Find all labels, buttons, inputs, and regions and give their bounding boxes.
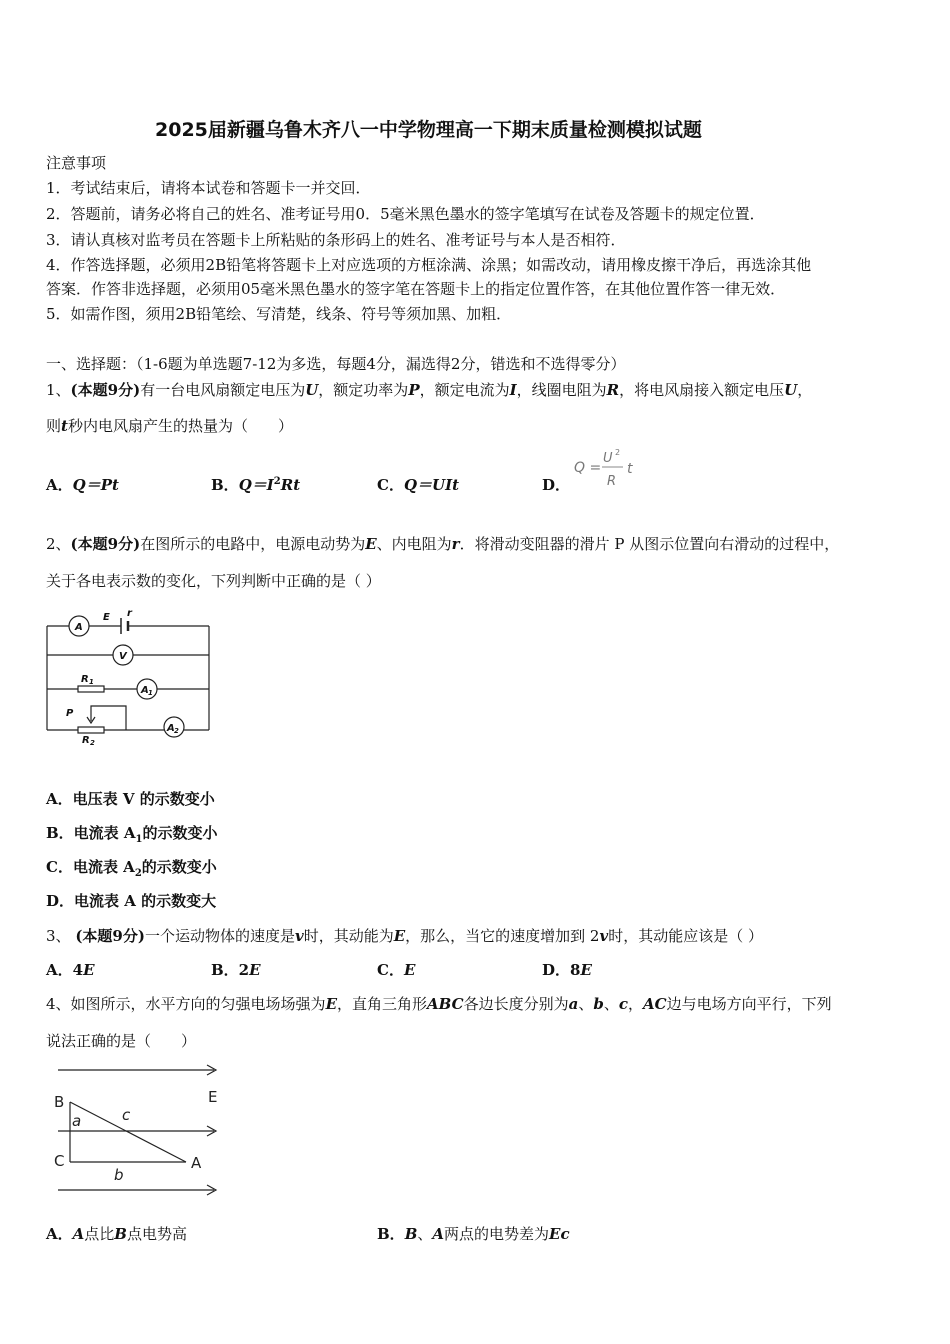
option-a: A．电压表 V 的示数变小 xyxy=(46,790,215,808)
svg-text:V: V xyxy=(119,651,127,662)
svg-text:a: a xyxy=(72,1112,82,1130)
svg-text:1: 1 xyxy=(89,678,94,686)
svg-text:2: 2 xyxy=(90,739,95,747)
svg-text:A: A xyxy=(141,685,149,696)
option-c: C．Q＝UIt xyxy=(377,476,460,494)
svg-text:t: t xyxy=(627,461,633,477)
svg-text:A: A xyxy=(167,723,175,734)
svg-text:P: P xyxy=(66,708,74,719)
svg-text:E: E xyxy=(103,612,110,623)
option-b: B．电流表 $A_1$的示数变小 xyxy=(46,824,218,845)
section-heading: 一、选择题：（1-6题为单选题7-12为多选，每题4分，漏选得2分，错选和不选得零分） xyxy=(46,355,626,373)
triangle-field-diagram xyxy=(52,1060,227,1202)
question-1-line-2: 则t秒内电风扇产生的热量为（ ） xyxy=(46,417,293,435)
svg-text:2: 2 xyxy=(174,727,179,735)
svg-text:E: E xyxy=(208,1088,218,1106)
option-d: D．8E xyxy=(542,961,592,979)
question-3: 3、 (本题9分)一个运动物体的速度是v时，其动能为E，那么，当它的速度增加到 2v时，其动能应该是（ ） xyxy=(46,927,763,945)
question-2-line-2: 关于各电表示数的变化，下列判断中正确的是（ ） xyxy=(46,572,381,590)
option-b: B．2E xyxy=(211,961,261,979)
question-2-line-1: 2、(本题9分)在图所示的电路中，电源电动势为E、内电阻为r．将滑动变阻器的滑片 P 从图示位置向右滑动的过程中， xyxy=(46,535,840,553)
option-b: B．B、A两点的电势差为Ec xyxy=(377,1225,570,1243)
option-c: C．电流表 $A_2$的示数变小 xyxy=(46,858,217,879)
svg-text:B: B xyxy=(54,1093,65,1111)
notice-item: 1．考试结束后，请将本试卷和答题卡一并交回． xyxy=(46,179,371,197)
svg-text:r: r xyxy=(127,608,132,619)
notice-item: 4．作答选择题，必须用2B铅笔将答题卡上对应选项的方框涂满、涂黑；如需改动，请用橡皮擦干净后，再选涂其他 xyxy=(46,256,812,274)
svg-text:C: C xyxy=(54,1152,65,1170)
question-4-line-2: 说法正确的是（ ） xyxy=(46,1032,197,1050)
svg-text:A: A xyxy=(75,622,83,633)
notice-heading: 注意事项 xyxy=(46,154,107,172)
svg-text:Q =: Q = xyxy=(574,460,602,476)
notice-item: 3．请认真核对监考员在答题卡上所粘贴的条形码上的姓名、准考证号与本人是否相符． xyxy=(46,231,626,249)
formula-q-u2-over-r xyxy=(572,447,642,493)
svg-text:R: R xyxy=(607,474,617,489)
svg-text:R: R xyxy=(82,735,90,746)
notice-item: 2．答题前，请务必将自己的姓名、准考证号用0．5毫米黑色墨水的签字笔填写在试卷及答题卡的规定位置． xyxy=(46,205,765,223)
page-title: 2025届新疆乌鲁木齐八一中学物理高一下期末质量检测模拟试题 xyxy=(155,119,702,141)
option-c: C．E xyxy=(377,961,416,979)
svg-text:U: U xyxy=(603,451,613,466)
notice-item: 答案．作答非选择题，必须用05毫米黑色墨水的签字笔在答题卡上的指定位置作答，在其他位置作答一律无效． xyxy=(46,280,786,298)
svg-text:A: A xyxy=(191,1154,202,1172)
svg-text:b: b xyxy=(114,1166,124,1184)
notice-item: 5．如需作图，须用2B铅笔绘、写清楚，线条、符号等须加黑、加粗． xyxy=(46,305,512,323)
option-d: D．电流表 A 的示数变大 xyxy=(46,892,217,910)
option-a: A．4E xyxy=(46,961,95,979)
option-a: A．Q＝Pt xyxy=(46,476,119,494)
circuit-diagram xyxy=(44,605,214,745)
question-4-line-1: 4、如图所示，水平方向的匀强电场场强为E，直角三角形ABC各边长度分别为a、b、c，AC边与电场方向平行，下列 xyxy=(46,995,832,1013)
option-a: A．A点比B点电势高 xyxy=(46,1225,187,1243)
option-b: B．$Q=I^2Rt$ xyxy=(211,476,301,494)
option-d: D． xyxy=(542,476,571,494)
svg-text:R: R xyxy=(81,674,89,685)
svg-text:1: 1 xyxy=(148,689,153,697)
svg-text:c: c xyxy=(122,1106,131,1124)
question-1-line-1: 1、(本题9分)有一台电风扇额定电压为U，额定功率为P，额定电流为I，线圈电阻为R，将电风扇接入额定电压U， xyxy=(46,381,813,399)
svg-text:2: 2 xyxy=(615,448,621,457)
